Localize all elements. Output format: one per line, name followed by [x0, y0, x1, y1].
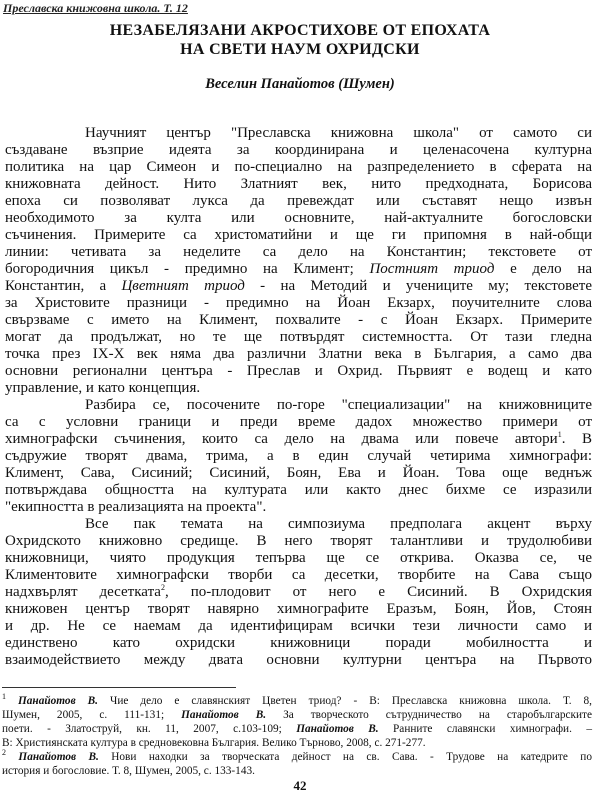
body-line: Климентовите химнографски творби са десетки, творбите на Сава също	[5, 567, 592, 583]
body-line: съдружие творят двама, трима, а в един случай четирима химнографи:	[5, 448, 592, 464]
text-segment: история и богословие. Т. 8, Шумен, 2005, с. 133-143.	[2, 765, 255, 777]
text-segment: - на Методий и учениците му; текстовете	[244, 278, 592, 294]
body-line: "екипността в реализацията на проекта".	[5, 499, 267, 515]
body-line: могат да продължат, но те ще потвърдят системността. От тази гледна	[5, 329, 592, 345]
text-segment: химнографски съчинения, които са дело на двама или повече автори	[5, 431, 558, 447]
body-line: и др. Не се наемам да идентифицирам всички тези личности само и	[5, 618, 592, 634]
italic-title: Постният триод	[369, 261, 495, 277]
text-segment: В: Християнската култура в средновековна България. Велико Търново, 2008, с. 271-277.	[2, 737, 426, 749]
citation-author: Панайотов В.	[18, 751, 99, 763]
text-segment	[6, 695, 18, 707]
footnote-line	[2, 722, 592, 736]
article-title	[0, 21, 600, 59]
article-author: Веселин Панайотов (Шумен)	[205, 76, 395, 92]
running-header: Преславска книжовна школа. Т. 12	[3, 1, 188, 15]
body-line: за Христовите празници - предимно на Йоан Екзарх, поучителните слова	[5, 295, 592, 311]
footnote-line	[2, 708, 592, 722]
body-line: основни регионални центъра - Преслав и Охрид. Първият е водещ и като	[5, 363, 592, 379]
footnote-marker: 2	[160, 583, 165, 592]
footnote-line	[2, 694, 592, 708]
text-segment: поети. - Златоструй, кн. 11, 2007, с.103-109;	[2, 723, 297, 735]
italic-title: Цветният триод	[121, 278, 245, 294]
body-line: създаване възприе идеята за координирана и целенасочена културна	[5, 142, 592, 158]
body-line: Разбира се, посочените по-горе "специализации" на книжовниците	[85, 397, 592, 413]
text-segment: е дело на	[494, 261, 593, 277]
footnote-marker: 2	[2, 748, 6, 758]
citation-author: Панайотов В.	[296, 723, 379, 735]
body-line: Климент, Сава, Сисиний; Сисиний, Боян, Ева и Йоан. Това още веднъж	[5, 465, 592, 481]
body-line: необходимото за култа или основните, най-актуалните богословски	[5, 210, 592, 226]
body-line	[5, 278, 592, 295]
footnote-line	[2, 736, 592, 750]
body-line	[5, 431, 592, 448]
body-line: линии: четивата за неделите са дело на Константин; текстовете от	[5, 244, 592, 260]
title-line: НА СВЕТИ НАУМ ОХРИДСКИ	[180, 41, 420, 58]
body-line	[5, 261, 592, 278]
body-line: Все пак темата на симпозиума предполага акцент върху	[85, 516, 592, 532]
footnote-marker: 1	[557, 430, 562, 439]
body-line: точка през IX-X век няма два различни Златни века в България, а само два	[5, 346, 592, 362]
footnote-line	[2, 750, 592, 764]
body-line: книжовната дейност. Нито Златният век, нито предходната, Борисова	[5, 176, 592, 192]
text-segment: Нови находки за творческата дейност на св. Сава. - Трудове на катедрите по	[98, 751, 592, 763]
text-segment: За творческото сътрудничество на старобългарските	[266, 709, 593, 721]
citation-author: Панайотов В.	[181, 709, 267, 721]
text-segment: надхвърлят десетката	[5, 584, 161, 600]
body-line: потвърждава общността на културата или както днес бихме се изразили	[5, 482, 592, 498]
body-line: са с условни граници и преди време дадох множество примери от	[5, 414, 592, 430]
page-number: 42	[293, 778, 307, 793]
body-line: Научният център "Преславска книжовна школа" от самото си	[85, 125, 592, 141]
body-line: съчинения. Примерите са христоматийни и ще ги припомня в най-общи	[5, 227, 592, 243]
text-segment: Шумен, 2005, с. 111-131;	[2, 709, 182, 721]
footnote-line	[2, 764, 592, 778]
article-body	[5, 125, 592, 669]
citation-author: Панайотов В.	[18, 695, 98, 707]
text-segment	[6, 751, 18, 763]
body-line: управление, и като концепция.	[5, 380, 201, 396]
footnote-separator	[2, 687, 236, 688]
body-line	[5, 584, 592, 601]
body-line: свързваме с името на Климент, похвалите - с Йоан Екзарх. Примерите	[5, 312, 592, 328]
body-line: политика на цар Симеон и по-специално на разпределението в сферата на	[5, 159, 592, 175]
body-line: книжовен център творят навярно химнографите Еразъм, Боян, Йов, Стоян	[5, 601, 592, 617]
body-line: взаимодействието между двата основни културни центъра на Първото	[5, 652, 592, 668]
body-line: книжовници, чиято продукция тепърва ще се открива. Оказва се, че	[5, 550, 592, 566]
title-line: НЕЗАБЕЛЯЗАНИ АКРОСТИХОВЕ ОТ ЕПОХАТА	[109, 22, 491, 39]
text-segment: , по-плодовит от него е Сисиний. В Охридския	[164, 584, 593, 600]
body-line: единствено като охридски книжовници поради мобилността и	[5, 635, 592, 651]
text-segment: . В	[561, 431, 592, 447]
body-line: епоха си позволяват лукса да превеждат или съставят нещо извън	[5, 193, 592, 209]
text-segment: Чие дело е славянският Цветен триод? - В: Преславска книжовна школа. Т. 8,	[97, 695, 592, 707]
body-line: Охридското книжовно средище. В него творят талантливи и трудолюбиви	[5, 533, 592, 549]
footnote-marker: 1	[2, 692, 6, 702]
text-segment: богородичния цикъл - предимно на Климент;	[5, 261, 370, 277]
text-segment: Ранните славянски химнографи. –	[378, 723, 592, 735]
footnotes	[2, 694, 592, 778]
text-segment: Константин, а	[5, 278, 122, 294]
